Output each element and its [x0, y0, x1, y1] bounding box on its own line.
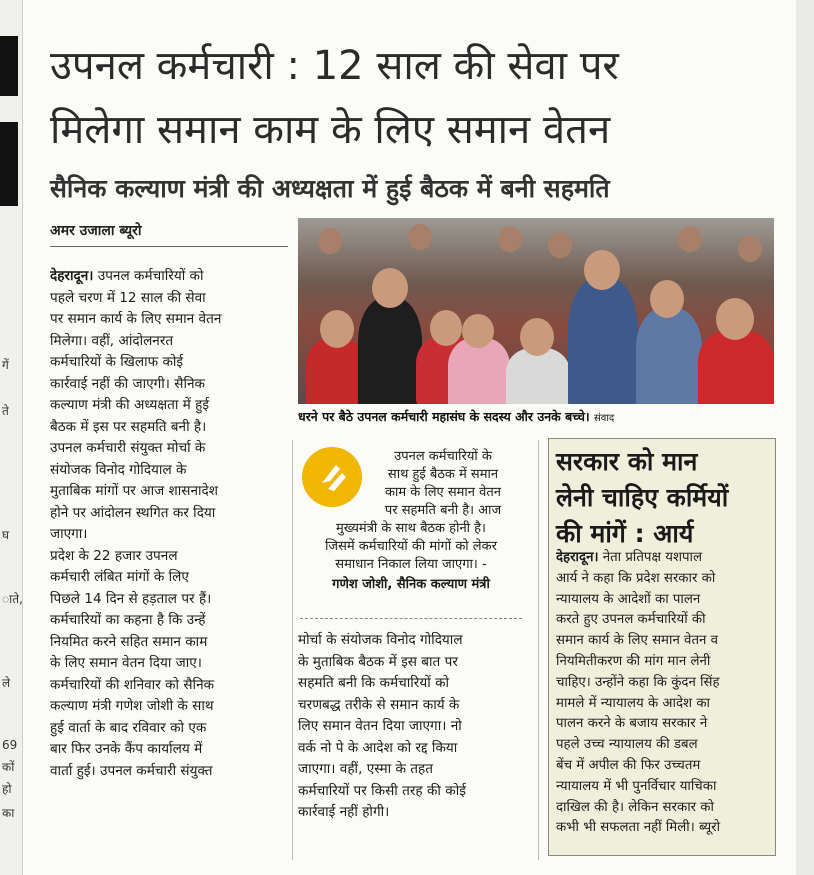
text-line: संयोजक विनोद गोदियाल के [50, 461, 187, 478]
photo-caption [298, 408, 774, 425]
quote-line: पर सहमति बनी है। आज [384, 503, 502, 518]
protest-photo [298, 218, 774, 404]
text-line: वार्ता हुई। उपनल कर्मचारी संयुक्त [50, 762, 213, 779]
text-line: मिलेगा। वहीं, आंदोलनरत [50, 332, 174, 349]
text-line: बेंच में अपील की फिर उच्चतम [556, 757, 701, 773]
text-line: समान कार्य के लिए समान वेतन व [556, 633, 719, 649]
text-line: के लिए समान वेतन दिया जाए। [50, 655, 202, 671]
quote-separator [300, 618, 522, 619]
text-line: होने पर आंदोलन स्थगित कर दिया [50, 504, 216, 521]
margin-fragment: ले [2, 676, 11, 690]
margin-fragment: हो [2, 782, 12, 796]
column-divider [292, 440, 293, 860]
text-line: बैठक में इस पर सहमति बनी है। [50, 418, 207, 435]
text-line: मोर्चा के संयोजक विनोद गोदियाल [298, 632, 463, 648]
headline-line-1: उपनल कर्मचारी : 12 साल की सेवा पर [50, 43, 619, 89]
text-line: पहले उच्च न्यायालय की डबल [556, 737, 698, 753]
text-line: हुई वार्ता के बाद रविवार को एक [50, 719, 207, 736]
byline-divider [50, 246, 288, 247]
quote-attribution: गणेश जोशी, सैनिक कल्याण मंत्री [332, 577, 490, 592]
column-divider [538, 440, 539, 860]
text-line: कल्याण मंत्री गणेश जोशी के साथ [50, 698, 214, 714]
text-line: देहरादून। नेता प्रतिपक्ष यशपाल [556, 550, 703, 565]
text-line: जाएगा। वहीं, एस्मा के तहत [298, 761, 433, 777]
text-line: लिए समान वेतन दिया जाएगा। नो [298, 718, 462, 734]
text-line: कार्रवाई नहीं की जाएगी। सैनिक [50, 375, 205, 392]
text-line: चरणबद्ध तरीके से समान कार्य के [298, 696, 460, 713]
text-line: मुताबिक मांगों पर आज शासनादेश [50, 483, 218, 499]
margin-ink-bar [0, 122, 18, 206]
text-line: बार फिर उनके कैंप कार्यालय में [50, 741, 203, 757]
margin-fragment: घ [2, 528, 10, 542]
text-line: कर्मचारी लंबित मांगों के लिए [50, 569, 189, 585]
right-margin-strip [796, 0, 814, 875]
text-line: कर्मचारियों की शनिवार को सैनिक [50, 676, 215, 693]
text-line: आर्य ने कहा कि प्रदेश सरकार को [556, 570, 716, 586]
sidebar-title-line: सरकार को मान [556, 447, 698, 476]
sidebar-body [556, 548, 768, 839]
photo-credit: संवाद [594, 413, 615, 424]
text-line: वर्क नो पे के आदेश को रद्द किया [298, 739, 458, 756]
byline: अमर उजाला ब्यूरो [50, 223, 142, 239]
subheadline: सैनिक कल्याण मंत्री की अध्यक्षता में हुई बैठक में बनी सहमति [50, 174, 610, 203]
text-line: कल्याण मंत्री की अध्यक्षता में हुई [50, 397, 210, 413]
text-line: प्रदेश के 22 हजार उपनल [50, 547, 178, 564]
text-line: नियमित करने सहित समान काम [50, 633, 208, 650]
margin-fragment: 69 [2, 738, 18, 752]
margin-fragment: ते [2, 404, 9, 418]
quote-line: काम के लिए समान वेतन [384, 485, 501, 500]
text-line: पालन करने के बजाय सरकार ने [556, 716, 708, 732]
text-line: दाखिल की है। लेकिन सरकार को [556, 799, 714, 815]
text-line: कर्मचारियों पर किसी तरह की कोई [298, 782, 466, 799]
margin-fragment: ाते, [2, 592, 23, 606]
article-column-2 [298, 630, 524, 824]
sidebar-title-line: लेनी चाहिए कर्मियों [556, 483, 729, 512]
text-line: जाएगा। [50, 526, 88, 542]
margin-ink-bar [0, 36, 18, 96]
quote-logo-icon [302, 447, 362, 507]
text-line: देहरादून। उपनल कर्मचारियों को [50, 268, 204, 284]
quote-line: जिसमें कर्मचारियों की मांगों को लेकर [325, 539, 497, 554]
quote-line: साथ हुई बैठक में समान [387, 467, 499, 482]
text-line: पहले चरण में 12 साल की सेवा [50, 289, 206, 306]
text-line: न्यायालय के आदेशों का पालन [556, 591, 701, 607]
text-line: पिछले 14 दिन से हड़ताल पर हैं। [50, 590, 212, 607]
text-line: कभी भी सफलता नहीं मिली। ब्यूरो [556, 820, 721, 836]
text-line: मामले में न्यायालय के आदेश का [556, 695, 710, 711]
sidebar-title [556, 444, 728, 552]
text-line: चाहिए। उन्होंने कहा कि कुंदन सिंह [556, 674, 720, 690]
text-line: नियमितीकरण की मांग मान लेनी [556, 653, 711, 669]
headline-line-2: मिलेगा समान काम के लिए समान वेतन [50, 107, 611, 153]
sidebar-title-line: की मांगें : आर्य [556, 519, 694, 548]
text-line: सहमति बनी कि कर्मचारियों को [298, 675, 450, 691]
text-line: पर समान कार्य के लिए समान वेतन [50, 311, 222, 327]
quote-line: उपनल कर्मचारियों के [394, 449, 492, 464]
text-line: न्यायालय में भी पुनर्विचार याचिका [556, 778, 717, 794]
article-column-1 [50, 266, 288, 782]
photo-caption-text: धरने पर बैठे उपनल कर्मचारी महासंघ के सदस्य और उनके बच्चे। [298, 409, 590, 424]
text-line: कर्मचारियों के खिलाफ कोई [50, 354, 184, 370]
text-line: उपनल कर्मचारी संयुक्त मोर्चा के [50, 440, 206, 456]
text-line: कार्रवाई नहीं होगी। [298, 804, 390, 820]
margin-fragment: कों [2, 760, 15, 774]
text-line: करते हुए उपनल कर्मचारियों की [556, 612, 706, 628]
margin-fragment: गें [2, 358, 9, 372]
quote-line: मुख्यमंत्री के साथ बैठक होनी है। [336, 521, 486, 536]
text-line: कर्मचारियों का कहना है कि उन्हें [50, 612, 206, 628]
text-line: के मुताबिक बैठक में इस बात पर [298, 653, 458, 670]
margin-fragment: का [2, 806, 15, 820]
quote-line: समाधान निकाल लिया जाएगा। - [335, 557, 487, 572]
